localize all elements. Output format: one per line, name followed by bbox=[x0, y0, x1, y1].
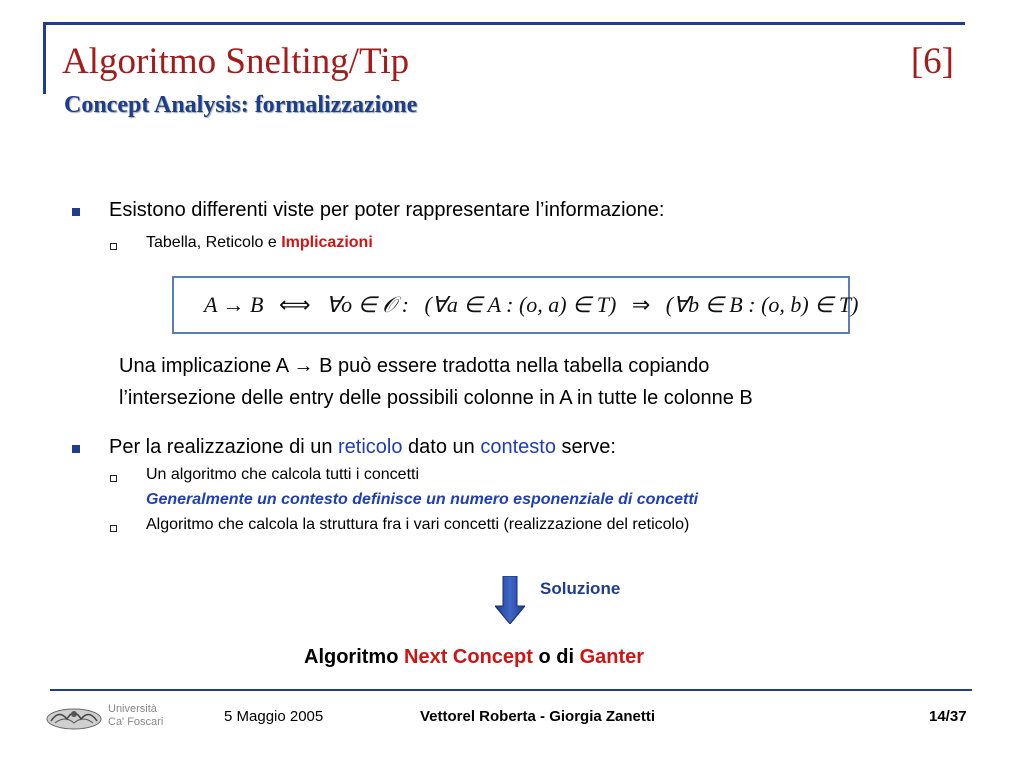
sub-bullet-2b: Algoritmo che calcola la struttura fra i vari concetti (realizzazione del reticolo) bbox=[146, 516, 690, 533]
university-name-line-2: Ca' Foscari bbox=[108, 716, 164, 728]
footer-date: 5 Maggio 2005 bbox=[224, 708, 324, 725]
university-name-line-1: Università bbox=[108, 703, 157, 715]
solution-label: Soluzione bbox=[540, 579, 621, 598]
sub-bullet-1 bbox=[146, 232, 373, 254]
implication-formula-box bbox=[172, 276, 859, 334]
bullet-1-text: Esistono differenti viste per poter rappresentare l’informazione: bbox=[109, 199, 665, 221]
header-frame-left bbox=[43, 22, 46, 94]
conclusion-part-2: o di bbox=[532, 646, 580, 668]
sub-bullet-1-prefix: Tabella, Reticolo e bbox=[146, 234, 282, 251]
conclusion-ganter: Ganter bbox=[579, 646, 645, 668]
bullet-square-icon bbox=[72, 208, 80, 216]
slide-title: Algoritmo Snelting/Tip bbox=[62, 41, 410, 82]
sub-bullet-icon bbox=[110, 243, 117, 250]
bullet-2-contesto: contesto bbox=[480, 436, 556, 458]
footer-page-number: 14/37 bbox=[929, 708, 967, 725]
footer-authors: Vettorel Roberta - Giorgia Zanetti bbox=[420, 708, 656, 725]
down-arrow-icon bbox=[495, 576, 525, 624]
formula-iff: ⟺ bbox=[278, 292, 311, 317]
formula-lhs: A → B bbox=[204, 292, 264, 317]
sub-bullet-icon bbox=[110, 525, 117, 532]
bullet-2-text bbox=[109, 434, 616, 460]
explanation-line-2: l’intersezione delle entry delle possibili colonne in A in tutte le colonne B bbox=[119, 387, 753, 409]
formula-condition-b: (∀b ∈ B : (o, b) ∈ T) bbox=[665, 292, 859, 317]
conclusion-text bbox=[304, 644, 644, 670]
sub-bullet-2a: Un algoritmo che calcola tutti i concetti bbox=[146, 466, 420, 483]
university-name bbox=[108, 703, 163, 729]
conclusion-next-concept: Next Concept bbox=[404, 646, 533, 668]
bullet-2-part-2: dato un bbox=[402, 436, 481, 458]
sub-bullet-icon bbox=[110, 475, 117, 482]
bullet-square-icon bbox=[72, 445, 80, 453]
slide-reference: [6] bbox=[910, 41, 954, 82]
sub-bullet-1-highlight: Implicazioni bbox=[281, 234, 373, 251]
bullet-2-part-1: Per la realizzazione di un bbox=[109, 436, 339, 458]
formula-implies: ⇒ bbox=[631, 292, 651, 317]
university-logo-icon bbox=[45, 703, 103, 731]
bullet-2-reticolo: reticolo bbox=[338, 436, 403, 458]
formula-condition-a: (∀a ∈ A : (o, a) ∈ T) bbox=[424, 292, 617, 317]
bullet-2-part-3: serve: bbox=[555, 436, 616, 458]
formula-forall-o: ∀o ∈ 𝒪 : bbox=[326, 292, 409, 317]
header-frame-top bbox=[43, 22, 965, 25]
explanation-line-1: Una implicazione A → B può essere tradotta nella tabella copiando bbox=[119, 355, 710, 377]
slide-subtitle: Concept Analysis: formalizzazione bbox=[64, 92, 418, 118]
footer-divider bbox=[50, 689, 972, 691]
sub-bullet-2a-note: Generalmente un contesto definisce un numero esponenziale di concetti bbox=[146, 491, 699, 508]
conclusion-part-1: Algoritmo bbox=[304, 646, 404, 668]
